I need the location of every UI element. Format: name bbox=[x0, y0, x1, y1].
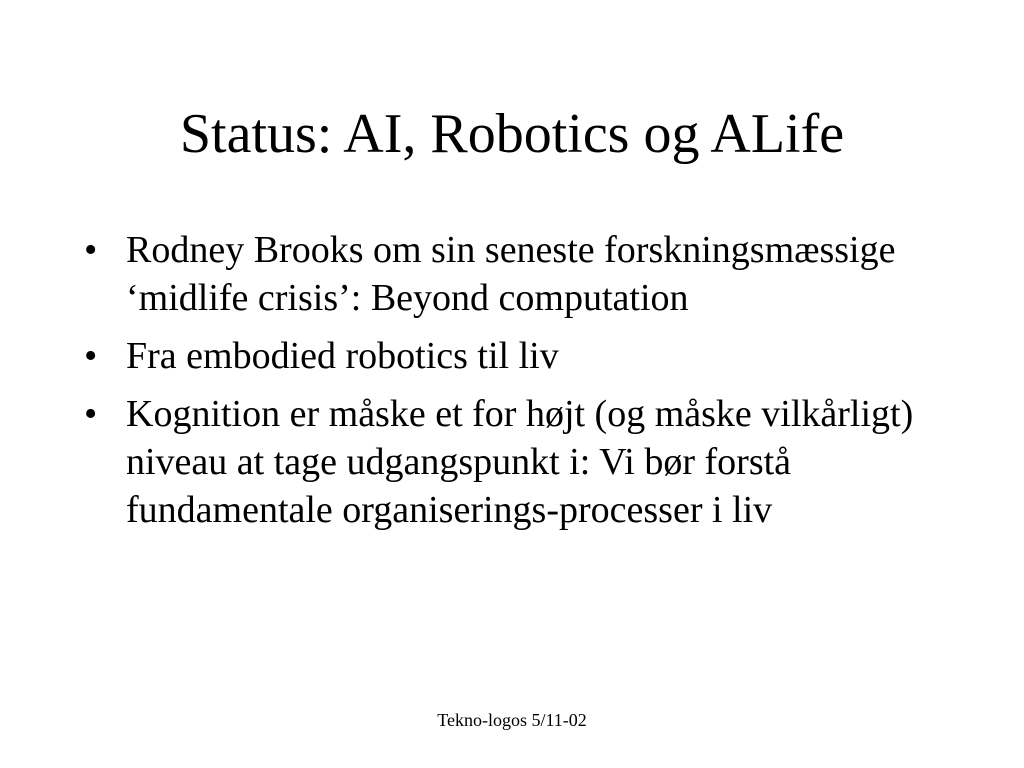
bullet-text: Kognition er måske et for højt (og måske vilkårligt) niveau at tage udgangspunkt i: Vi bør forstå fundamentale organiserings-processer i liv bbox=[126, 393, 914, 531]
list-item bbox=[84, 390, 954, 534]
list-item bbox=[84, 332, 954, 380]
slide-title: Status: AI, Robotics og ALife bbox=[179, 103, 845, 165]
bullet-text: Fra embodied robotics til liv bbox=[126, 335, 559, 377]
bullet-marker: • bbox=[84, 393, 98, 435]
bullet-text: Rodney Brooks om sin seneste forskningsmæssige ‘midlife crisis’: Beyond computation bbox=[126, 229, 896, 319]
bullet-marker: • bbox=[84, 335, 98, 377]
bullet-marker: • bbox=[84, 229, 98, 271]
slide-footer: Tekno-logos 5/11-02 bbox=[437, 710, 587, 730]
bullet-list bbox=[84, 226, 954, 544]
list-item bbox=[84, 226, 954, 322]
